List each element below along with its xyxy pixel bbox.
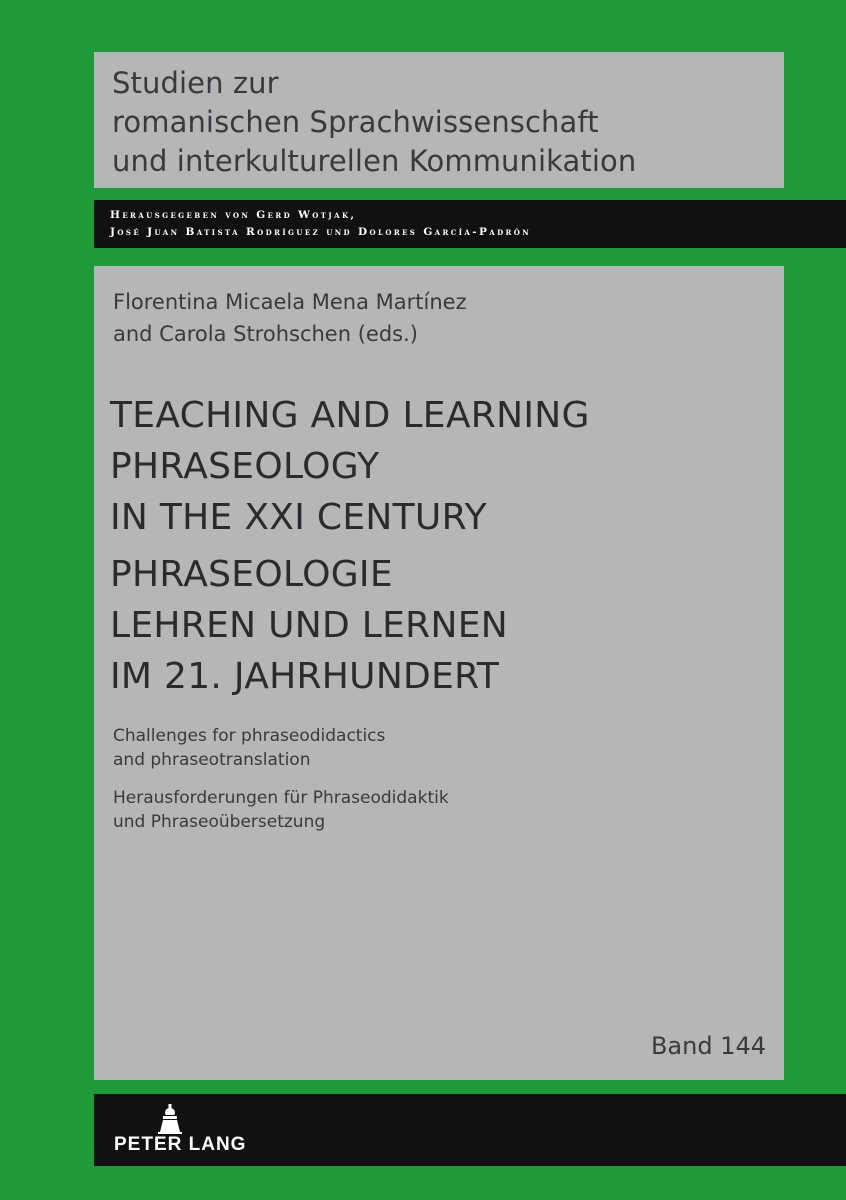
series-title-line: Studien zur (112, 66, 279, 100)
book-subtitle-german (113, 786, 449, 834)
book-title-line: LEHREN UND LERNEN (110, 605, 508, 646)
main-title-panel (94, 266, 784, 1080)
series-editors-band (94, 200, 846, 248)
publisher-name: PETER LANG (114, 1134, 247, 1155)
book-subtitle-line: und Phraseoübersetzung (113, 812, 326, 832)
book-editors (113, 286, 467, 350)
volume-number: Band 144 (650, 1032, 766, 1060)
book-title-english (110, 390, 590, 543)
series-editors-line: José Juan Batista Rodríguez und Dolores García-Padrón (110, 226, 532, 238)
series-title-panel (94, 52, 784, 188)
book-title (110, 390, 590, 702)
series-title-line: romanischen Sprachwissenschaft (112, 105, 599, 139)
book-editors-line: Florentina Micaela Mena Martínez (113, 290, 467, 314)
book-title-german (110, 549, 590, 702)
book-title-line: IM 21. JAHRHUNDERT (110, 656, 500, 697)
book-title-line: PHRASEOLOGY (110, 446, 380, 487)
book-subtitle-line: and phraseotranslation (113, 750, 311, 770)
book-title-line: IN THE XXI CENTURY (110, 497, 487, 538)
book-subtitle-english (113, 724, 449, 772)
publisher-band (94, 1094, 846, 1166)
book-subtitle (113, 724, 449, 834)
book-subtitle-line: Herausforderungen für Phraseodidaktik (113, 788, 449, 808)
series-title-line: und interkulturellen Kommunikation (112, 144, 637, 178)
book-title-line: PHRASEOLOGIE (110, 554, 393, 595)
book-editors-line: and Carola Strohschen (eds.) (113, 322, 418, 346)
book-title-line: TEACHING AND LEARNING (110, 395, 590, 436)
peter-lang-logo-icon (156, 1104, 184, 1134)
series-editors-line: Herausgegeben von Gerd Wotjak, (110, 209, 357, 221)
book-subtitle-line: Challenges for phraseodidactics (113, 726, 386, 746)
